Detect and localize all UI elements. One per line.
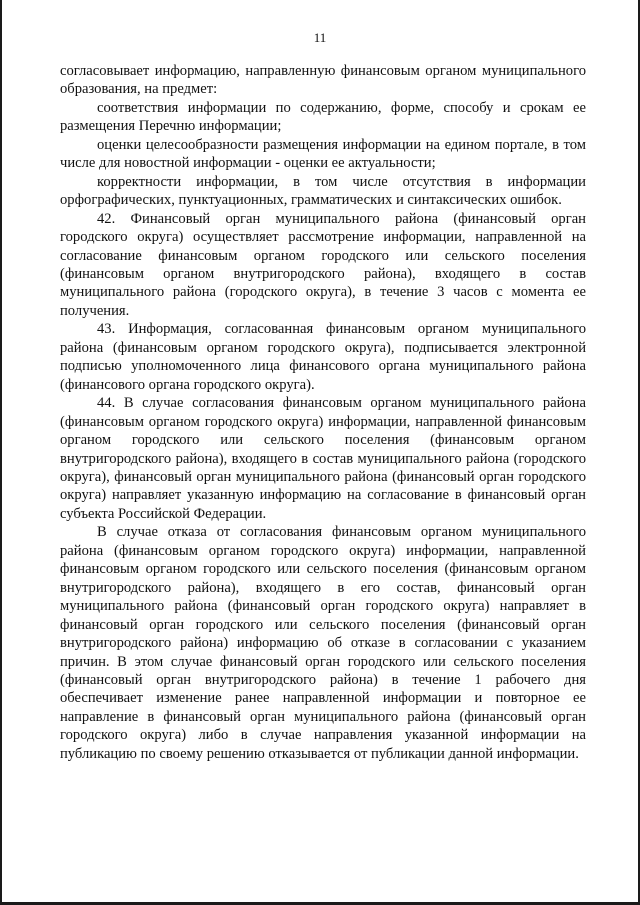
paragraph-intro: согласовывает информацию, направленную финансовым органом муниципального образования, на предмет:	[60, 63, 586, 98]
paragraph-44-refusal: В случае отказа от согласования финансовым органом муниципального района (финансовым органом городского округа) информации, направленной финансовым органом городского или сельского поселения (финансовым органом внутригородского района), входящего в его состав, финансовый орган муниципального района (финансовый орган городского округа) направляет в финансовый орган городского или сельского поселения (финансовый орган внутригородского района) информацию об отказе в согласовании с указанием причин. В этом случае финансовый орган городского или сельского поселения (финансовый орган внутригородского района) в течение 1 рабочего дня обеспечивает изменение ранее направленной информации и повторное ее направление в финансовый орган муниципального района (финансовый орган городского округа) либо в случае направления указанной информации на публикацию по своему решению отказывается от публикации данной информации.	[60, 524, 586, 762]
paragraph-42: 42. Финансовый орган муниципального района (финансовый орган городского округа) осуществляет рассмотрение информации, направленной на согласование финансовым органом городского или сельского поселения (финансовым органом внутригородского района), входящего в состав муниципального района (городского округа), в течение 3 часов с момента ее получения.	[60, 210, 586, 319]
document-body	[60, 62, 586, 763]
paragraph-item-compliance: соответствия информации по содержанию, форме, способу и срокам ее размещения Перечню информации;	[60, 99, 586, 135]
paragraph-44: 44. В случае согласования финансовым органом муниципального района (финансовым органом городского округа) информации, направленной финансовым органом городского или сельского поселения (финансовым органом внутригородского района), входящего в состав муниципального района (городского округа), финансовый орган муниципального района (финансовый орган городского округа) направляет указанную информацию на согласование в финансовый орган субъекта Российской Федерации.	[60, 395, 586, 522]
page-number: 11	[313, 30, 327, 45]
paragraph-item-correctness: корректности информации, в том числе отсутствия в информации орфографических, пунктуационных, грамматических и синтаксических ошибок.	[60, 173, 586, 209]
paragraph-43: 43. Информация, согласованная финансовым органом муниципального района (финансовым органом городского округа), подписывается электронной подписью уполномоченного лица финансового органа муниципального района (финансового органа городского округа).	[60, 321, 586, 393]
scan-edge-left	[0, 0, 2, 905]
paragraph-item-expediency: оценки целесообразности размещения информации на едином портале, в том числе для новостной информации - оценки ее актуальности;	[60, 136, 586, 172]
